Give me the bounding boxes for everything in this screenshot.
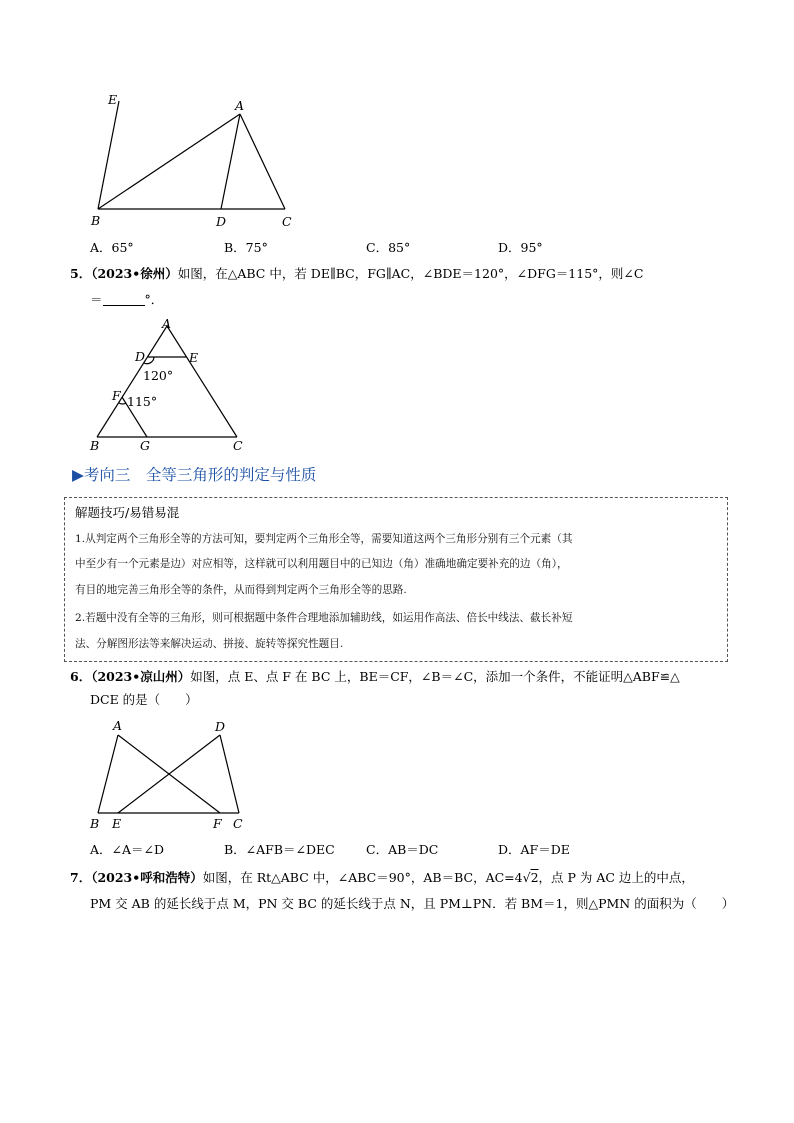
q6-stem-line2: DCE 的是（ ） xyxy=(90,692,198,707)
tips-line-5: 法、分解图形法等来解决运动、拼接、旋转等探究性题目. xyxy=(75,638,344,650)
q4-label-d: D xyxy=(216,214,227,229)
q7-sqrt-arg: 2 xyxy=(530,870,539,885)
q5-side-ac xyxy=(167,326,237,437)
q5-label-a: A xyxy=(162,316,172,331)
q5-label-e: E xyxy=(189,350,199,365)
tips-box xyxy=(64,497,728,662)
q7-stem-line1 xyxy=(70,868,694,888)
q4-segment-ac xyxy=(240,114,285,209)
q4-option-d[interactable]: D．95° xyxy=(498,240,543,255)
q5-label-g: G xyxy=(140,438,150,453)
q5-number: 5． xyxy=(70,266,92,281)
q7-stem-line2: PM 交 AB 的延长线于点 M，PN 交 BC 的延长线于点 N，且 PM⊥PN．若 BM＝1，则△PMN 的面积为（ ） xyxy=(90,896,735,911)
q5-source: （2023•徐州） xyxy=(91,266,178,281)
q5-angle-arc-f xyxy=(119,403,126,404)
q4-label-b: B xyxy=(91,213,101,228)
q4-option-a[interactable]: A．65° xyxy=(90,240,134,255)
q4-label-e: E xyxy=(108,92,118,107)
q5-angle-120: 120° xyxy=(143,368,174,383)
q7-sqrt-symbol: √ xyxy=(522,870,531,885)
q7-text-b: ，点 P 为 AC 边上的中点， xyxy=(538,870,694,885)
q5-angle-115: 115° xyxy=(127,394,158,409)
q5-label-d: D xyxy=(135,349,146,364)
q7-number: 7． xyxy=(70,870,92,885)
q4-figure xyxy=(85,88,310,233)
tips-title: 解题技巧/易错易混 xyxy=(75,505,180,520)
q5-label-c: C xyxy=(233,438,243,453)
q6-option-d[interactable]: D．AF＝DE xyxy=(498,842,570,857)
q6-label-d: D xyxy=(215,719,226,734)
q5-text: 如图，在△ABC 中，若 DE∥BC，FG∥AC，∠BDE＝120°，∠DFG＝115°，则∠C xyxy=(177,266,644,281)
tips-line-1: 1.从判定两个三角形全等的方法可知，要判定两个三角形全等，需要知道这两个三角形分别有三个元素（其 xyxy=(75,533,573,545)
q4-option-b[interactable]: B．75° xyxy=(224,240,268,255)
q6-number: 6． xyxy=(70,669,92,684)
section-title: 考向三 全等三角形的判定与性质 xyxy=(83,466,317,484)
q5-figure xyxy=(85,312,255,455)
q6-label-c: C xyxy=(233,816,243,831)
section-arrow-icon: ▶ xyxy=(72,466,84,484)
q6-label-a: A xyxy=(113,718,123,733)
q6-stem-line1 xyxy=(70,667,680,687)
q4-option-c[interactable]: C．85° xyxy=(366,240,411,255)
section-heading xyxy=(72,463,372,487)
q6-text: 如图，点 E、点 F 在 BC 上，BE＝CF，∠B＝∠C，添加一个条件，不能证明△ABF≌△ xyxy=(190,669,680,684)
q5-label-b: B xyxy=(90,438,100,453)
q5-stem-line1 xyxy=(70,264,643,284)
q6-side-dc xyxy=(220,735,239,813)
q6-figure xyxy=(85,715,250,835)
q4-segment-ad xyxy=(221,114,240,209)
q6-option-c[interactable]: C．AB＝DC xyxy=(366,842,439,857)
q4-label-a: A xyxy=(235,98,245,113)
q4-segment-ba xyxy=(98,114,240,209)
q6-label-e: E xyxy=(112,816,122,831)
q5-stem-line2: ＝ °． xyxy=(90,292,164,307)
q4-segment-be xyxy=(98,101,119,209)
q7-text-a: 如图，在 Rt△ABC 中，∠ABC＝90°，AB＝BC，AC=4 xyxy=(202,870,523,885)
q7-source: （2023•呼和浩特） xyxy=(91,870,203,885)
tips-line-4: 2.若题中没有全等的三角形，则可根据题中条件合理地添加辅助线，如运用作高法、倍长中线法、截长补短 xyxy=(75,612,573,624)
q6-side-ab xyxy=(98,735,118,813)
q6-source: （2023•凉山州） xyxy=(91,669,191,684)
q4-label-c: C xyxy=(282,214,292,229)
tips-line-2: 中至少有一个元素是边）对应相等，这样就可以利用题目中的已知边（角）准确地确定要补充的边（角）， xyxy=(75,558,568,570)
q5-label-f: F xyxy=(112,388,121,403)
q5-answer-blank[interactable] xyxy=(103,291,145,306)
q6-label-f: F xyxy=(213,816,222,831)
q6-option-b[interactable]: B．∠AFB＝∠DEC xyxy=(224,842,335,857)
q6-option-a[interactable]: A．∠A＝∠D xyxy=(90,842,165,857)
q6-label-b: B xyxy=(90,816,100,831)
tips-line-3: 有目的地完善三角形全等的条件，从而得到判定两个三角形全等的思路. xyxy=(75,584,407,596)
